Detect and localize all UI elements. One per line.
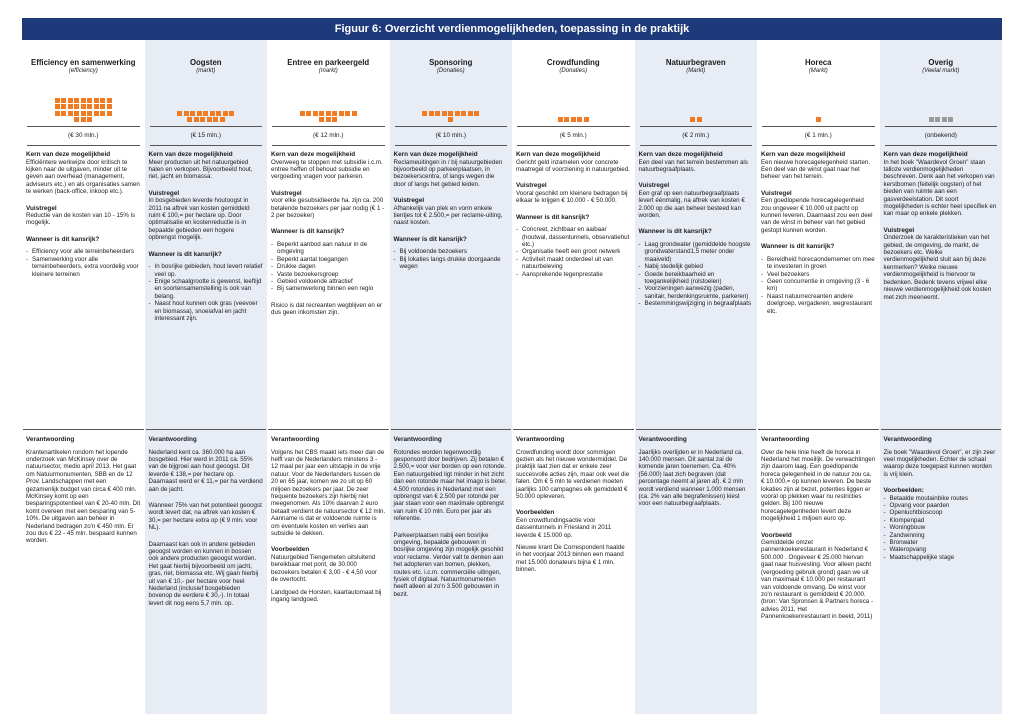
value-square xyxy=(455,111,460,116)
wanneer-item: - In bosrijke gebieden, hout levert relatief veel op. xyxy=(149,263,264,278)
spacer xyxy=(394,227,509,236)
value-square xyxy=(326,111,331,116)
value-square xyxy=(326,117,331,122)
wanneer-heading: Wanneer is dit kansrijk? xyxy=(393,235,467,243)
value-square xyxy=(935,117,940,122)
column-4 xyxy=(390,44,513,714)
spacer xyxy=(884,218,999,227)
wanneer-item: - Bij lokaties langs drukke doorgaande wegen xyxy=(394,256,509,271)
verantwoording-text: Over de hele linie heeft de horeca in Nederland het moeilijk. De verwachtingen zijn daarom laag. Een goedlopende horeca gelegenheid in de natuur zou ca. € 10.000,= op kunnen leveren. De beste lokaties zijn al bezet, potenties liggen er vooral op plekken waar nu restricties gelden. Bij 100 nieuwe horecagelegenheden levert deze mogelijkheid 1 miljoen euro op. xyxy=(761,448,876,523)
value-square xyxy=(332,111,337,116)
wanneer-item: - Naast hout kunnen ook gras (veevoer en biomassa), snoeiafval en jacht interessant zijn. xyxy=(149,300,264,322)
value-square xyxy=(68,98,73,103)
value-square xyxy=(184,111,189,116)
vuistregel-heading: Vuistregel xyxy=(271,189,302,197)
vuistregel-text: Een graf op een natuurbegraafplaats levert éénmalig, na aftrek van kosten € 2.000 op die aan beheer besteed kan worden. xyxy=(638,189,745,220)
spacer xyxy=(271,293,386,302)
kern-text: Een deel van het terrein bestemmen als natuurbegraafplaats. xyxy=(638,158,748,173)
verantwoording-heading: Verantwoording xyxy=(516,436,565,443)
value-square xyxy=(690,117,695,122)
column-body xyxy=(884,146,999,301)
value-square xyxy=(300,111,305,116)
column-type: (Donaties) xyxy=(559,68,588,74)
value-square xyxy=(197,111,202,116)
spacer xyxy=(761,181,876,190)
wanneer-list xyxy=(149,263,264,322)
wanneer-item: - Veel bezoekers xyxy=(761,271,876,278)
column-type: (markt) xyxy=(196,68,216,74)
separator xyxy=(881,429,1002,430)
verantwoording-text: Daarnaast kan ook in andere gebieden geoogst worden en kunnen in bossen ook andere producten geoogst worden. Het gaat hierbij bijvoorbeeld om jacht, gras, riet, biomassa etc. Wij gaan hierbij uit van € 10,- per hectare voor heel Nederland (inclusief bosgebieden bovenop de eerdere € 30,-). In totaal levert dit nog eens 5,7 mln. op. xyxy=(148,540,259,607)
verantwoording-heading: Verantwoording xyxy=(393,436,442,443)
spacer xyxy=(394,523,509,532)
voorbeelden-heading: Voorbeelden: xyxy=(883,487,924,495)
verantwoording xyxy=(149,429,264,607)
spacer xyxy=(516,205,631,214)
value-square xyxy=(345,111,350,116)
vuistregel-text: Reductie van de kosten van 10 - 15% is mogelijk. xyxy=(26,212,136,227)
wanneer-item: - Efficiency voor alle terreinbeheerders xyxy=(26,248,141,255)
kern-heading: Kern van deze mogelijkheid xyxy=(271,151,356,158)
column-type: (Markt) xyxy=(808,68,828,74)
column-body xyxy=(761,146,876,315)
kern-text: Reclameuitingen in / bij natuurgebieden bijvoorbeeld op parkeerplaatsen, in bezoekerscentra, of langs wegen die door of langs het gebied leiden. xyxy=(393,158,503,188)
value-indicator xyxy=(394,88,509,126)
spacer xyxy=(149,242,264,251)
column-header xyxy=(639,44,754,88)
verantwoording-heading: Verantwoording xyxy=(883,436,932,443)
column-name: Efficiency en samenwerking xyxy=(31,58,136,67)
wanneer-item: - Aansprekende tegenprestatie xyxy=(516,271,631,278)
value-square xyxy=(210,111,215,116)
column-8 xyxy=(880,44,1003,714)
value-square xyxy=(61,111,66,116)
value-square xyxy=(55,111,60,116)
wanneer-item: - Organisatie heeft een groot netwerk xyxy=(516,248,631,255)
spacer xyxy=(761,234,876,243)
column-type: (Donaties) xyxy=(436,68,465,74)
kern-text: Overweeg te stoppen met subsidie i.c.m. entree heffen of behoud subsidie en vergoeding vragen voor parkeren. xyxy=(271,158,383,181)
amount: (€ 10 mln.) xyxy=(435,132,467,139)
kern-heading: Kern van deze mogelijkheid xyxy=(393,151,478,158)
value-square xyxy=(61,104,66,109)
column-5 xyxy=(512,44,635,714)
value-square xyxy=(74,98,79,103)
column-2 xyxy=(145,44,268,714)
wanneer-heading: Wanneer is dit kansrijk? xyxy=(26,235,100,243)
value-square xyxy=(571,117,576,122)
column-header xyxy=(149,44,264,88)
separator xyxy=(146,429,267,430)
verantwoording-text: Nederland kent ca. 360.000 ha aan bosgebied. Hier werd in 2011 ca. 55% van de bijgroei aan hout geoogst. Dit leverde € 138,= per hectare op. Daarnaast werd er € 11,= per ha verdiend aan de jacht. xyxy=(148,448,263,493)
kern-text: Een nieuwe horecagelegenheid starten. Een deel van de winst gaat naar het beheer van het terrein. xyxy=(761,158,871,181)
value-square xyxy=(94,104,99,109)
value-square xyxy=(697,117,702,122)
wanneer-item: - Bereidheid horecaondernemer om mee te investeren in groen xyxy=(761,256,876,271)
wanneer-list xyxy=(26,248,141,278)
value-square xyxy=(200,117,205,122)
value-square xyxy=(474,111,479,116)
value-square xyxy=(442,111,447,116)
voorbeeld-text: Nieuwe krant De Correspondent haalde in het voorjaar 2013 binnen een maand met 15.000 donateurs bijna € 1 mln. binnen. xyxy=(516,544,625,574)
value-indicator xyxy=(149,88,264,126)
verantwoording xyxy=(26,429,141,545)
amount: (€ 2 mln.) xyxy=(682,132,710,139)
wanneer-item: - Bestemmingswijziging in begraafplaats xyxy=(639,300,754,307)
voorbeeld-text: Gemiddelde omzet pannenkoekerestaurant in Nederland € 500.000 . Ongeveer € 25.000 hiervan gaat naar huisvesting. Voor alleen pacht (vergoeding gebruik grond) gaan we uit van maximaal € 10.000 per restaurant van voldoende omvang. De winst voor zo'n restaurant is gemiddeld € 20.000. (bron: Van Spronsen & Partners horeca - advies 2011, Het Pannenkoekenrestaurant in beeld, 2011) xyxy=(761,539,874,621)
value-squares xyxy=(665,117,727,122)
wanneer-list xyxy=(516,226,631,278)
column-3 xyxy=(267,44,390,714)
voorbeeld-item: - Openluchtbioscoop xyxy=(884,509,999,516)
amount: (onbekend) xyxy=(924,132,957,139)
voorbeeld-text: Landgoed de Horsten, kaartautomaat bij ingang landgoed. xyxy=(271,588,382,603)
value-square xyxy=(74,117,79,122)
column-type: (efficiency) xyxy=(68,68,98,74)
vuistregel-heading: Vuistregel xyxy=(393,197,425,205)
vuistregel-text: Afhankelijk van plek en vorm enkele tientjes tot € 2.500,= per reclame-uiting, naast kosten. xyxy=(393,204,503,227)
column-name: Horeca xyxy=(805,58,832,67)
value-square xyxy=(81,98,86,103)
column-body xyxy=(516,146,631,278)
value-indicator xyxy=(761,88,876,126)
voorbeeld-item: - Betaalde moutainbike routes xyxy=(884,495,999,502)
wanneer-item: - Concreet, zichtbaar en aaibaar (houtwal, dassentunnels, observatiehut etc.) xyxy=(516,226,631,248)
value-square xyxy=(94,111,99,116)
value-square xyxy=(55,104,60,109)
verantwoording-heading: Verantwoording xyxy=(271,436,320,443)
columns xyxy=(22,44,1002,714)
column-header xyxy=(394,44,509,88)
verantwoording-text: Rotondes worden tegenwoordig gesponsord door bedrijven. Zij betalen € 2.500,= voor vier borden op een rotonde. Een natuurgebied ligt minder in het zicht dan een rotonde maar het imago is beter. 4.500 rotondes in Nederland met een opbrengst van € 2.500 per rotonde per jaar staan voor een maximale opbrengst van ruim € 10 mln. Euro per jaar als referentie. xyxy=(393,448,507,523)
value-square xyxy=(107,104,112,109)
column-7 xyxy=(757,44,880,714)
voorbeeld-item: - Opvang voor paarden xyxy=(884,502,999,509)
wanneer-list xyxy=(639,241,754,308)
column-type: (Veelal markt) xyxy=(922,68,960,74)
voorbeelden-heading: Voorbeeld xyxy=(761,531,792,539)
wanneer-item: - Bij samenwerking binnen een regio xyxy=(271,285,386,292)
value-square xyxy=(194,117,199,122)
value-square xyxy=(435,111,440,116)
wanneer-list xyxy=(761,256,876,315)
value-square xyxy=(203,111,208,116)
value-squares xyxy=(297,111,359,123)
column-1 xyxy=(22,44,145,714)
value-square xyxy=(81,104,86,109)
verantwoording-text: Volgens het CBS maakt iets meer dan de helft van de Nederlanders minstens 3 - 12 maal per jaar een uitstapje in de vrije natuur. Voor de Nederlanders tussen de 20 en 65 jaar, komen we zo uit op 60 miljoen bezoekers per jaar. De zeer frequente bezoekers zijn hierbij niet meegenomen. Als 10% daarvan 2 euro betaalt verdient de natuursector € 12 mln. Aanname is dat er voldoende ruimte is om eventuele kosten en verlies aan subsidie te dekken. xyxy=(271,448,386,537)
value-square xyxy=(100,111,105,116)
value-square xyxy=(306,111,311,116)
kern-heading: Kern van deze mogelijkheid xyxy=(26,151,111,158)
wanneer-item: - Geen concurrentie in omgeving (3 - 6 km) xyxy=(761,278,876,293)
voorbeelden-heading: Voorbeelden xyxy=(516,509,555,517)
value-square xyxy=(429,111,434,116)
value-square xyxy=(107,111,112,116)
verantwoording-text: Parkeerplaatsen nabij een bosrijke omgeving, bepaalde gebouwen in bosrijke omgeving zijn mogelijk geschikt voor reclame. Verder valt te denken aan het adopteren van bomen, plekken, routes etc. i.c.m. commerciële uitingen, fysiek of digitaal. Natuurmonumenten heeft alleen al zo'n 3.500 gebouwen in bezit. xyxy=(393,531,504,598)
figure-title: Figuur 6: Overzicht verdienmogelijkheden, toepassing in de praktijk xyxy=(22,18,1002,40)
value-square xyxy=(319,117,324,122)
value-square xyxy=(216,111,221,116)
value-square xyxy=(81,111,86,116)
value-square xyxy=(87,104,92,109)
wanneer-heading: Wanneer is dit kansrijk? xyxy=(516,213,590,221)
value-indicator xyxy=(271,88,386,126)
value-square xyxy=(190,111,195,116)
value-square xyxy=(187,117,192,122)
wanneer-heading: Wanneer is dit kansrijk? xyxy=(148,250,222,258)
verantwoording xyxy=(516,429,631,574)
column-type: (markt) xyxy=(318,68,338,74)
value-square xyxy=(816,117,821,122)
vuistregel-heading: Vuistregel xyxy=(26,204,57,212)
voorbeeld-text: Een crowdfundingsactie voor dassentunnels in Friesland in 2011 leverde € 15.000 op. xyxy=(516,516,612,539)
kern-heading: Kern van deze mogelijkheid xyxy=(883,151,968,158)
value-square xyxy=(107,98,112,103)
amount: (€ 30 mln.) xyxy=(67,132,99,139)
wanneer-item: - Beperkt aantal toegangen xyxy=(271,256,386,263)
column-body xyxy=(639,146,754,308)
value-square xyxy=(74,104,79,109)
value-square xyxy=(68,104,73,109)
value-squares xyxy=(175,111,237,123)
spacer xyxy=(149,493,264,502)
verantwoording-heading: Verantwoording xyxy=(26,436,75,443)
value-square xyxy=(87,117,92,122)
value-square xyxy=(461,111,466,116)
spacer xyxy=(149,181,264,190)
value-squares xyxy=(910,117,972,122)
value-square xyxy=(100,104,105,109)
wanneer-item: - Enige schaalgrootte is gewenst, leeftijd en soortensamenstelling is ook van belang. xyxy=(149,278,264,300)
spacer xyxy=(271,181,386,190)
column-header xyxy=(516,44,631,88)
column-body xyxy=(394,146,509,271)
vuistregel-text: Een goedlopende horecagelegenheid zou ongeveer € 10.000 uit pacht op kunnen leveren. Daarnaast zou een deel van de winst in beheer van het gebied gestopt kunnen worden. xyxy=(761,197,873,234)
value-square xyxy=(448,111,453,116)
value-square xyxy=(564,117,569,122)
kern-text: Meer producten uit het natuurgebied halen en verkopen. Bijvoorbeeld hout, riet, jacht en biomassa. xyxy=(148,158,253,181)
column-body xyxy=(149,146,264,322)
wanneer-list xyxy=(271,241,386,293)
verantwoording-text: Krantenartikelen rondom het lopende onderzoek van McKinsey over de natuursector, medio april 2013. Het gaat om Natuurmonumenten, SBB en de 12 Prov. Landschappen met een gezamenlijk budget van circa € 400 mln. McKinsey komt op een besparingspotentieel van € 20-40 mln. Dit komt overeen met een besparing van 5-10%. De uitgaven aan beheer in Nederland bedragen zo'n € 450 mln. Er zou dus € 22 - 45 mln. bespaard kunnen worden. xyxy=(26,448,141,545)
spacer xyxy=(516,173,631,182)
spacer xyxy=(271,219,386,228)
value-square xyxy=(577,117,582,122)
column-header xyxy=(884,44,999,88)
figure xyxy=(22,18,1002,714)
column-name: Entree en parkeergeld xyxy=(287,58,370,67)
vuistregel-heading: Vuistregel xyxy=(761,189,792,197)
spacer xyxy=(26,227,141,236)
separator xyxy=(513,429,634,430)
wanneer-item: - Drukke dagen xyxy=(271,263,386,270)
voorbeeld-item: - Zandwinning xyxy=(884,532,999,539)
amount: (€ 15 mln.) xyxy=(190,132,222,139)
value-square xyxy=(94,98,99,103)
column-type: (Markt) xyxy=(686,68,706,74)
kern-heading: Kern van deze mogelijkheid xyxy=(148,151,233,158)
value-square xyxy=(948,117,953,122)
value-squares xyxy=(52,98,114,123)
verantwoording-text: Wanneer 75% van het potentieel geoogst wordt levert dat, na aftrek van kosten € 30,= per hectare extra op (€ 9 mln. voor NL). xyxy=(148,501,262,532)
value-squares xyxy=(420,111,482,123)
value-square xyxy=(68,111,73,116)
value-square xyxy=(74,111,79,116)
verantwoording xyxy=(271,429,386,603)
vuistregel-heading: Vuistregel xyxy=(638,182,670,190)
value-square xyxy=(61,98,66,103)
value-square xyxy=(422,111,427,116)
spacer xyxy=(884,478,999,487)
value-square xyxy=(929,117,934,122)
verantwoording xyxy=(394,429,509,598)
voorbeelden-list xyxy=(884,495,999,562)
value-square xyxy=(229,111,234,116)
separator xyxy=(391,429,512,430)
wanneer-item: - Bij voldoende bezoekers xyxy=(394,248,509,255)
wanneer-item: - Naast natuurrecreanten andere doelgroep, vergaderen, wegrestaurant etc. xyxy=(761,293,876,315)
verantwoording-text: Zie boek "Waardevol Groen", er zijn zeer veel mogelijkheden. Echter de schaal waarop deze toegepast kunnen worden is vrij klein. xyxy=(883,448,996,478)
kern-text: Efficiëntere werkwijze door kritisch te kijken naar de uitgaven, minder uit te geven aan overhead (management, adviseurs etc.) en als organisaties samen te werken (back-office, inkoop etc.). xyxy=(26,158,140,196)
verantwoording-heading: Verantwoording xyxy=(148,436,197,443)
value-square xyxy=(448,117,453,122)
kern-heading: Kern van deze mogelijkheid xyxy=(516,151,601,158)
column-name: Oogsten xyxy=(189,58,222,67)
wanneer-heading: Wanneer is dit kansrijk? xyxy=(638,228,712,236)
risk-note: Risico is dat recreanten wegblijven en er dus geen inkomsten zijn. xyxy=(271,301,383,317)
wanneer-item: - Nabij stedelijk gebied xyxy=(639,263,754,270)
amount: (€ 1 mln.) xyxy=(804,132,832,139)
column-body xyxy=(26,146,141,278)
spacer xyxy=(394,188,509,197)
column-6 xyxy=(635,44,758,714)
column-header xyxy=(761,44,876,88)
value-square xyxy=(207,117,212,122)
verantwoording xyxy=(639,429,754,508)
spacer xyxy=(149,532,264,541)
voorbeeld-item: - Bronwater xyxy=(884,539,999,546)
vuistregel-text: Vooral geschikt om kleinere bedragen bij elkaar te krijgen € 10.000 - € 50.000. xyxy=(516,189,628,205)
spacer xyxy=(516,500,631,509)
kern-text: Gericht geld inzamelen voor concrete maatregel of voorziening in natuurgebied. xyxy=(516,158,630,173)
value-square xyxy=(55,98,60,103)
vuistregel-text: voor elke gesubsidieerde ha. zijn ca. 200 betalende bezoekers per jaar nodig (€ 1 - 2 per bezoeker) xyxy=(271,197,385,220)
verantwoording-text: Jaarlijks overlijden er in Nederland ca. 140.000 mensen. Dit aantal zal de komende jaren toenemen. Ca. 40% (56.000) laat zich begraven (dat percentage neemt al jaren af). € 2 mln wordt verdiend wanneer 1.000 mensen (ca. 2% van alle begrafenissen) kiest voor een natuurbegraafplaats. xyxy=(638,448,746,508)
value-squares xyxy=(787,117,849,122)
voorbeeld-text: Natuurgebied Tiengemeten uitsluitend bereikbaar met pont, de 30.000 bezoekers betalen € 3,00 - € 4,50 voor de overtocht. xyxy=(271,553,377,584)
column-name: Sponsoring xyxy=(429,58,473,67)
separator xyxy=(636,429,757,430)
wanneer-item: - Samenwerking voor alle terreinbeheerders, extra voordelig voor kleinere terreinen xyxy=(26,256,141,278)
separator xyxy=(23,429,144,430)
wanneer-item: - Beperkt aanbod aan natuur in de omgeving xyxy=(271,241,386,256)
value-indicator xyxy=(884,88,999,126)
voorbeeld-item: - Woningbouw xyxy=(884,524,999,531)
wanneer-item: - Gebied voldoende attractief xyxy=(271,278,386,285)
verantwoording xyxy=(884,429,999,561)
amount: (€ 5 mln.) xyxy=(559,132,587,139)
verantwoording xyxy=(761,429,876,621)
wanneer-item: - Laag grondwater (gemiddelde hoogste grondwaterstand1,5 meter onder maaiveld) xyxy=(639,241,754,263)
value-indicator xyxy=(26,88,141,126)
wanneer-item: - Vaste bezoekersgroep xyxy=(271,271,386,278)
value-square xyxy=(213,117,218,122)
wanneer-heading: Wanneer is dit kansrijk? xyxy=(761,243,835,251)
voorbeelden-heading: Voorbeelden xyxy=(271,546,310,554)
value-square xyxy=(223,111,228,116)
column-name: Overig xyxy=(928,58,954,67)
value-square xyxy=(100,98,105,103)
value-square xyxy=(81,117,86,122)
value-square xyxy=(584,117,589,122)
column-name: Natuurbegraven xyxy=(665,58,726,67)
separator xyxy=(268,429,389,430)
vuistregel-heading: Vuistregel xyxy=(516,182,547,190)
amount: (€ 12 mln.) xyxy=(312,132,344,139)
kern-heading: Kern van deze mogelijkheid xyxy=(761,151,846,158)
value-square xyxy=(319,111,324,116)
kern-text: In het boek "Waardevol Groen" staan talloze verdienmogelijkheden beschreven. Denk aan het verkopen van kerstbomen (feitelijk oogsten) of het bieden van ruimte aan een gasverdeelstation. Dit soort mogelijkheden is echter heel specifiek en kan maar op enkele plekken. xyxy=(883,158,997,218)
value-square xyxy=(87,98,92,103)
value-square xyxy=(87,111,92,116)
spacer xyxy=(639,173,754,182)
value-squares xyxy=(542,117,604,122)
wanneer-item: - Goede bereikbaarheid en toegankelijkheid (rolstoelen) xyxy=(639,271,754,286)
vuistregel-text: Onderzoek de karakteristieken van het gebied, de omgeving, de markt, de bezoekers etc. Welke verdienmogelijkheid sluit aan bij deze kenmerken? Welke nieuwe verdienmogelijkheid is hiervoor te bedenken. Bedenk tevens vrijwel elke nieuwe verdienmogelijkheid ook kosten met zich meeneemt. xyxy=(883,234,992,301)
kern-heading: Kern van deze mogelijkheid xyxy=(638,151,723,158)
value-square xyxy=(332,117,337,122)
vuistregel-heading: Vuistregel xyxy=(148,189,180,197)
spacer xyxy=(26,196,141,205)
vuistregel-heading: Vuistregel xyxy=(883,226,915,234)
spacer xyxy=(761,523,876,532)
verantwoording-text: Crowdfunding wordt door sommigen gezien als het nieuwe wondermiddel. De praktijk laat zien dat er enkele zeer succesvolle acties zijn, maar ook veel die falen. Om € 5 mln te verdienen moeten jaarlijks 100 campagnes elk gemiddeld € 50.000 opleveren. xyxy=(516,448,630,500)
value-square xyxy=(352,111,357,116)
wanneer-item: - Voorzieningen aanwezig (paden, sanitair, herdenkingsruimte, parkeren) xyxy=(639,285,754,300)
column-header xyxy=(26,44,141,88)
verantwoording-heading: Verantwoording xyxy=(761,436,810,443)
value-indicator xyxy=(516,88,631,126)
value-indicator xyxy=(639,88,754,126)
value-square xyxy=(177,111,182,116)
voorbeeld-item: - Klompenpad xyxy=(884,517,999,524)
wanneer-item: - Activiteit maakt onderdeel uit van natuurbeleving xyxy=(516,256,631,271)
wanneer-list xyxy=(394,248,509,270)
value-square xyxy=(313,111,318,116)
value-square xyxy=(558,117,563,122)
column-name: Crowdfunding xyxy=(546,58,600,67)
spacer xyxy=(271,537,386,546)
verantwoording-heading: Verantwoording xyxy=(638,436,687,443)
spacer xyxy=(639,219,754,228)
value-square xyxy=(339,111,344,116)
voorbeeld-item: - Maatschappelijke stage xyxy=(884,554,999,561)
column-body xyxy=(271,146,386,317)
voorbeeld-item: - Wateropvang xyxy=(884,546,999,553)
separator xyxy=(758,429,879,430)
vuistregel-text: In bosgebieden leverde houtoogst in 2011 na aftrek van kosten gemiddeld ruim € 100,= per hectare op. Door optimalisatie en kostenreductie is in bepaalde gebieden een hogere opbrengst mogelijk. xyxy=(148,197,250,242)
value-square xyxy=(468,111,473,116)
value-square xyxy=(942,117,947,122)
column-header xyxy=(271,44,386,88)
wanneer-heading: Wanneer is dit kansrijk? xyxy=(271,228,345,236)
value-square xyxy=(220,117,225,122)
